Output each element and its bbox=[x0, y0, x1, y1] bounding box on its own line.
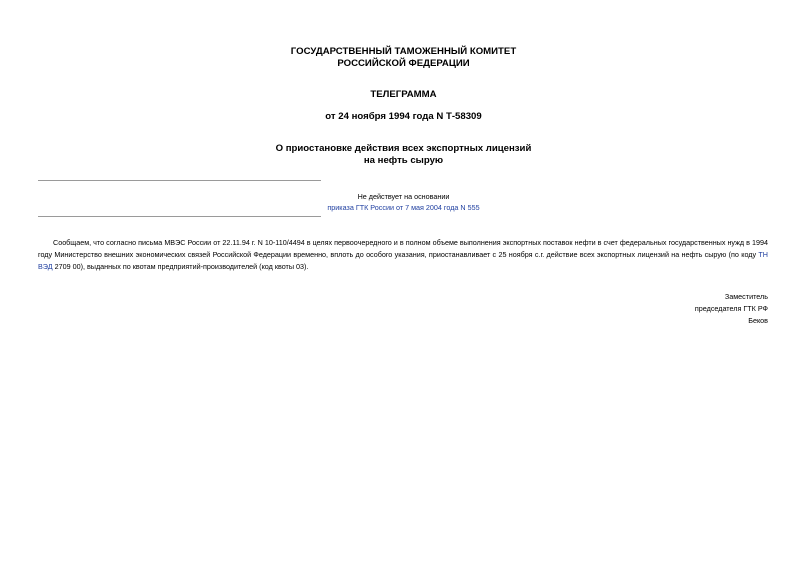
document-date-number: от 24 ноября 1994 года N Т-58309 bbox=[325, 111, 482, 122]
status-divider-top bbox=[38, 180, 321, 181]
repeal-order-link[interactable]: приказа ГТК России от 7 мая 2004 года N 555 bbox=[327, 203, 480, 212]
agency-name-line-2: РОССИЙСКОЙ ФЕДЕРАЦИИ bbox=[337, 58, 470, 69]
body-text-part-2: 2709 00), выданных по квотам предприятий-производителей (код квоты 03). bbox=[52, 262, 309, 271]
signature-block bbox=[568, 291, 768, 327]
validity-status bbox=[300, 191, 507, 213]
agency-name-line-1: ГОСУДАРСТВЕННЫЙ ТАМОЖЕННЫЙ КОМИТЕТ bbox=[290, 46, 517, 57]
agency-name bbox=[0, 46, 807, 70]
document-subject bbox=[0, 143, 807, 167]
document-subject-line-2: на нефть сырую bbox=[363, 155, 444, 166]
signature-position-line-2: председателя ГТК РФ bbox=[694, 304, 768, 313]
document-type: ТЕЛЕГРАММА bbox=[370, 89, 437, 100]
body-text-part-1: Сообщаем, что согласно письма МВЭС России от 22.11.94 г. N 10-110/4494 в целях первоочередного и в полном объеме выполнения экспортных поставок нефти в счет федеральных государственных нужд в 1994 году Министерство внешних экономических связей Российской Федерации временно, вплоть до особого указания, приостанавливает с 25 ноября с.г. действие всех экспортных лицензий на нефть сырую (по коду bbox=[38, 238, 768, 259]
document-subject-line-1: О приостановке действия всех экспортных лицензий bbox=[275, 143, 532, 154]
validity-status-text: Не действует на основании bbox=[357, 192, 450, 201]
status-divider-bottom bbox=[38, 216, 321, 217]
telegram-body bbox=[38, 237, 768, 273]
signature-position-line-1: Заместитель bbox=[724, 292, 768, 301]
tn-ved-link[interactable]: ТН ВЭД bbox=[38, 250, 768, 271]
signature-name: Беков bbox=[748, 316, 768, 325]
